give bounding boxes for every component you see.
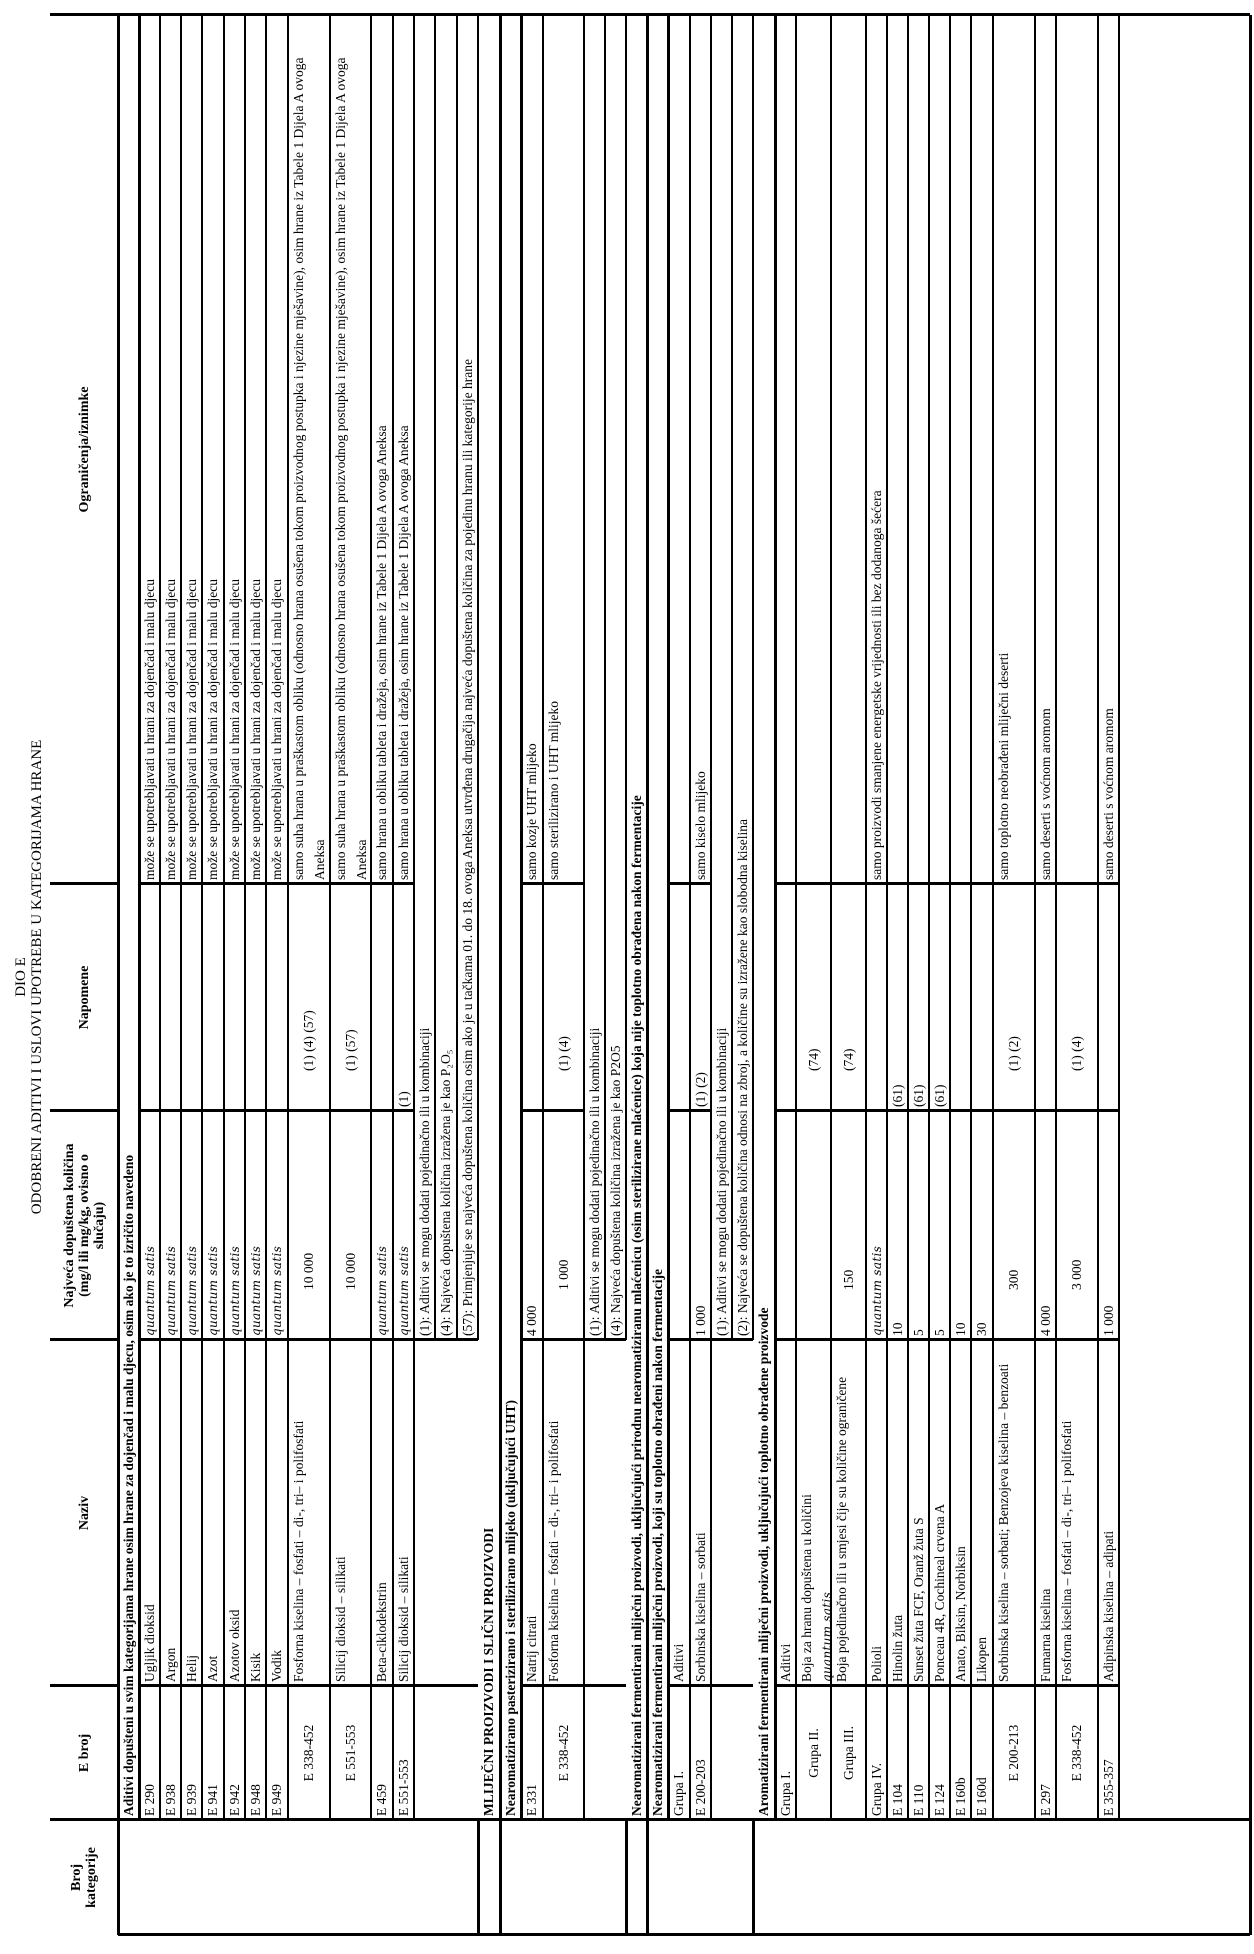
grid-line-vertical bbox=[50, 1109, 118, 1112]
additive-name: Fumarna kiselina bbox=[1037, 1588, 1053, 1682]
e-number: E 338-452 bbox=[301, 1724, 316, 1782]
notes-ref bbox=[866, 884, 887, 1111]
notes-ref bbox=[266, 884, 288, 1111]
max-quantity bbox=[668, 1111, 690, 1340]
restriction-text bbox=[908, 15, 929, 884]
restriction-text: može se upotrebljavati u hrani za dojenčad i malu djecu bbox=[226, 578, 242, 880]
footnote: (1): Aditivi se mogu dodati pojedinačno ili u kombinaciji bbox=[713, 1027, 729, 1336]
notes-ref bbox=[371, 884, 393, 1111]
e-number: Grupa III. bbox=[840, 1726, 856, 1780]
max-quantity: 4 000 bbox=[1037, 1305, 1053, 1336]
footnote: (57): Primjenjuje se najveća dopuštena količina osim ako je u tačkama 01. do 18. ovoga Aneksa utvrđena drugačija najveća dopuštena količina za pojedinu hranu ili kategorije hrane bbox=[459, 359, 475, 1336]
notes-ref: (74) bbox=[805, 1048, 821, 1071]
section-heading: Aditivi dopušteni u svim kategorijama hrane osim hrane za dojenčad i malu djecu, osim ako je to izričito navedeno bbox=[120, 1154, 136, 1816]
additive-name: Vodik bbox=[269, 1649, 284, 1682]
restriction-text bbox=[1056, 15, 1098, 884]
e-number: E 110 bbox=[910, 1784, 926, 1816]
additive-name: Sunset žuta FCF, Oranž žuta S bbox=[910, 1517, 926, 1682]
restriction-text: samo kiselo mlijeko bbox=[692, 771, 708, 880]
notes-ref: (1) (4) bbox=[1069, 1036, 1084, 1071]
additive-name: Beta-ciklodekstrin bbox=[374, 1582, 389, 1682]
restriction-text: samo hrana u obliku tableta i dražeja, osim hrane iz Tabele 1 Dijela A ovoga Aneksa bbox=[374, 425, 389, 880]
max-quantity: quantum satis bbox=[375, 1245, 389, 1336]
notes-ref bbox=[181, 884, 202, 1111]
max-quantity: quantum satis bbox=[206, 1245, 220, 1336]
grid-line-vertical bbox=[775, 1684, 1119, 1687]
category-number bbox=[500, 1822, 521, 1933]
e-number: Grupa I. bbox=[777, 1771, 793, 1816]
additive-name: Hinolin žuta bbox=[889, 1614, 905, 1682]
max-quantity: 300 bbox=[1006, 1269, 1021, 1290]
restriction-text: samo toplotno neobrađeni mliječni deserti bbox=[996, 652, 1011, 880]
max-quantity: 10 000 bbox=[342, 1252, 358, 1290]
grid-line-vertical bbox=[414, 1684, 478, 1687]
document-title: ODOBRENI ADITIVI I USLOVI UPOTREBE U KATEGORIJAMA HRANE bbox=[29, 739, 45, 1215]
category-number bbox=[478, 1822, 500, 1933]
max-quantity: 10 bbox=[952, 1322, 968, 1336]
additive-name: Aditivi bbox=[671, 1643, 686, 1682]
notes-ref bbox=[245, 884, 266, 1111]
additive-name: Azot bbox=[205, 1655, 220, 1682]
max-quantity: quantum satis bbox=[248, 1245, 263, 1336]
notes-ref bbox=[521, 884, 543, 1111]
additive-name: Sorbinska kiselina – sorbati; Benzojeva kiselina – benzoati bbox=[996, 1363, 1011, 1682]
max-quantity: 10 bbox=[889, 1322, 905, 1336]
e-number: E 551-553 bbox=[395, 1759, 411, 1816]
notes-ref: (1) bbox=[395, 1091, 411, 1107]
restriction-text: samo suha hrana u praškastom obliku (odnosno hrana osušena tokom proizvodnog postupka i njezine mješavine), osim hrane iz Tabele 1 Dijela A ovoga Aneksa bbox=[333, 57, 369, 880]
notes-ref: (61) bbox=[889, 1084, 905, 1107]
notes-ref bbox=[950, 884, 971, 1111]
grid-line-vertical bbox=[139, 1338, 414, 1341]
footnote: (1): Aditivi se mogu dodati pojedinačno ili u kombinaciji bbox=[416, 1027, 432, 1336]
additive-name: Fosforna kiselina – fosfati – di-, tri– i polifosfati bbox=[291, 1420, 306, 1682]
grid-line-vertical bbox=[775, 1338, 1119, 1341]
additive-name: Azotov oksid bbox=[226, 1609, 242, 1682]
section-heading: Aromatizirani fermentirani mliječni proizvodi, uključujući toplotno obrađene proizvode bbox=[756, 1307, 771, 1816]
notes-ref: (1) (2) bbox=[692, 1072, 708, 1107]
additive-name bbox=[796, 1340, 834, 1686]
restriction-text: može se upotrebljavati u hrani za dojenčad i malu djecu bbox=[269, 578, 284, 880]
category-number bbox=[753, 1822, 775, 1933]
e-number: E 297 bbox=[1037, 1784, 1053, 1816]
grid-line-vertical bbox=[584, 1338, 626, 1341]
max-quantity: 1 000 bbox=[692, 1305, 708, 1336]
restriction-text bbox=[950, 15, 971, 884]
additive-name: Fosforna kiselina – fosfati – di-, tri– i polifosfati bbox=[1059, 1420, 1074, 1682]
e-number: Grupa II. bbox=[805, 1728, 821, 1778]
e-number: E 551-553 bbox=[342, 1724, 358, 1782]
grid-line-vertical bbox=[521, 882, 584, 885]
max-quantity: 1 000 bbox=[1100, 1305, 1116, 1336]
notes-ref bbox=[1098, 884, 1119, 1111]
grid-line-vertical bbox=[521, 1109, 584, 1112]
restriction-text bbox=[796, 15, 831, 884]
grid-line-vertical bbox=[50, 1338, 118, 1341]
grid-line-horizontal bbox=[646, 1820, 649, 1935]
grid-line-vertical bbox=[50, 13, 1250, 16]
notes-ref bbox=[668, 884, 690, 1111]
max-quantity: 3 000 bbox=[1069, 1259, 1084, 1290]
notes-ref: (1) (4) (57) bbox=[301, 1010, 316, 1071]
additive-name: Adipinska kiselina – adipati bbox=[1100, 1530, 1116, 1682]
additive-name: Natrij citrati bbox=[524, 1615, 539, 1682]
restriction-text: samo kozje UHT mlijeko bbox=[524, 743, 539, 880]
grid-line-vertical bbox=[521, 1338, 584, 1341]
restriction-text: može se upotrebljavati u hrani za dojenčad i malu djecu bbox=[247, 578, 263, 880]
max-quantity: 4 000 bbox=[524, 1305, 539, 1336]
grid-line-vertical bbox=[139, 1109, 414, 1112]
restriction-text bbox=[831, 15, 866, 884]
notes-ref bbox=[139, 884, 160, 1111]
max-quantity: quantum satis bbox=[869, 1245, 884, 1336]
category-number bbox=[118, 1822, 139, 1933]
grid-line-horizontal bbox=[752, 1820, 755, 1935]
category-number bbox=[647, 1822, 668, 1933]
grid-line-vertical bbox=[118, 1818, 1250, 1821]
e-number: E 939 bbox=[183, 1784, 199, 1816]
e-number: E 331 bbox=[524, 1784, 539, 1816]
e-number: E 290 bbox=[141, 1784, 157, 1816]
additive-name: Ugljik dioksid bbox=[141, 1604, 157, 1682]
column-header-broj-kategorije: Broj kategorije bbox=[69, 1847, 99, 1908]
e-number: E 948 bbox=[247, 1784, 263, 1816]
grid-line-vertical bbox=[775, 882, 1119, 885]
column-header-naziv: Naziv bbox=[76, 1495, 92, 1531]
max-quantity: 1 000 bbox=[555, 1259, 571, 1290]
additive-name: Aditivi bbox=[777, 1643, 793, 1682]
e-number: E 942 bbox=[226, 1784, 242, 1816]
section-heading: Nearomatizirani fermentirani mliječni proizvodi, uključujući prirodnu nearomatiziranu mlaćenicu (osim sterilizirane mlaćenice) koja nije toplotno obrađena nakon fermentacije bbox=[628, 795, 644, 1816]
additive-name: Kisik bbox=[247, 1652, 263, 1682]
section-heading: Nearomatizirano pasterizirano i sterilizirano mlijeko (uključujući UHT) bbox=[502, 1400, 518, 1816]
footnote bbox=[435, 15, 457, 1340]
additive-name: Fosforna kiselina – fosfati – di-, tri– i polifosfati bbox=[546, 1420, 561, 1682]
e-number: E 200-203 bbox=[692, 1759, 708, 1816]
grid-line-horizontal bbox=[1118, 15, 1120, 1820]
additive-name: Silicij dioksid – silikati bbox=[395, 1556, 411, 1682]
max-quantity: quantum satis bbox=[142, 1245, 157, 1336]
restriction-text: može se upotrebljavati u hrani za dojenčad i malu djecu bbox=[162, 578, 178, 880]
notes-ref: (74) bbox=[840, 1048, 856, 1071]
section-heading: Nearomatizirani fermentirani mliječni proizvodi, koji su toplotno obrađeni nakon fermentacije bbox=[649, 1269, 665, 1816]
notes-ref bbox=[971, 884, 993, 1111]
restriction-text: samo hrana u obliku tableta i dražeja, osim hrane iz Tabele 1 Dijela A ovoga Aneksa bbox=[395, 425, 411, 880]
e-number: E 949 bbox=[269, 1784, 284, 1816]
grid-line-horizontal bbox=[1249, 15, 1252, 1935]
e-number: E 338-452 bbox=[1069, 1724, 1084, 1782]
grid-line-vertical bbox=[139, 882, 414, 885]
e-number: E 124 bbox=[931, 1784, 947, 1816]
restriction-text: samo proizvodi smanjene energetske vrijednosti ili bez dodanoga šećera bbox=[868, 490, 884, 880]
max-quantity: quantum satis bbox=[163, 1245, 178, 1336]
grid-line-vertical bbox=[50, 882, 118, 885]
max-quantity: quantum satis bbox=[227, 1245, 242, 1336]
additive-name-qualifier: quantum satis bbox=[820, 1591, 834, 1682]
max-quantity: 30 bbox=[974, 1322, 989, 1336]
grid-line-vertical bbox=[414, 1338, 478, 1341]
additive-name: Ponceau 4R, Cochineal crvena A bbox=[931, 1503, 947, 1682]
column-header-napomene: Napomene bbox=[76, 965, 92, 1030]
max-quantity bbox=[775, 1111, 796, 1340]
restriction-text: samo deserti s voćnom aromom bbox=[1037, 708, 1053, 880]
restriction-text bbox=[971, 15, 993, 884]
max-quantity: 5 bbox=[910, 1329, 926, 1336]
restriction-text: može se upotrebljavati u hrani za dojenčad i malu djecu bbox=[205, 578, 220, 880]
max-quantity bbox=[796, 1111, 831, 1340]
notes-ref: (1) (4) bbox=[555, 1036, 571, 1071]
grid-line-vertical bbox=[711, 1338, 753, 1341]
max-quantity: quantum satis bbox=[396, 1245, 411, 1336]
max-quantity: quantum satis bbox=[184, 1245, 199, 1336]
notes-ref bbox=[202, 884, 224, 1111]
max-quantity: 10 000 bbox=[301, 1252, 316, 1290]
additive-name: Sorbinska kiselina – sorbati bbox=[692, 1532, 708, 1682]
e-number: E 160d bbox=[974, 1777, 989, 1816]
e-number: E 355-357 bbox=[1100, 1759, 1116, 1816]
additive-name: Anato, Biksin, Norbiksin bbox=[952, 1546, 968, 1682]
restriction-text: može se upotrebljavati u hrani za dojenčad i malu djecu bbox=[141, 578, 157, 880]
additive-name: Boja pojedinačno ili u smjesi čije su količine ograničene bbox=[834, 1376, 849, 1682]
e-number: E 459 bbox=[374, 1784, 389, 1816]
e-number: E 200-213 bbox=[1006, 1724, 1021, 1782]
max-quantity: 5 bbox=[931, 1329, 947, 1336]
column-header-najveca-kolicina: Najveća dopuštena količina (mg/l ili mg/kg, ovisno o slučaju) bbox=[61, 1143, 107, 1308]
restriction-text: samo sterilizirano i UHT mlijeko bbox=[546, 701, 561, 880]
footnote-text: (4): Najveća dopuštena količina izražena je kao P₂O₅ bbox=[438, 1049, 453, 1336]
grid-line-vertical bbox=[668, 1684, 711, 1687]
additive-name: Likopen bbox=[974, 1637, 989, 1682]
notes-ref bbox=[1035, 884, 1056, 1111]
column-header-e-broj: E broj bbox=[76, 1733, 92, 1773]
grid-line-vertical bbox=[50, 1684, 118, 1687]
notes-ref: (1) (2) bbox=[1006, 1036, 1021, 1071]
notes-ref: (61) bbox=[910, 1084, 926, 1107]
restriction-text bbox=[668, 15, 690, 884]
column-header-ogranicenja: Ograničenja/iznimke bbox=[76, 386, 92, 513]
additive-name-text: Boja za hranu dopuštena u količini bbox=[799, 1494, 814, 1682]
grid-line-vertical bbox=[711, 1684, 753, 1687]
grid-line-vertical bbox=[668, 1109, 711, 1112]
restriction-text bbox=[775, 15, 796, 884]
grid-line-vertical bbox=[584, 1684, 626, 1687]
grid-line-vertical bbox=[139, 1684, 414, 1687]
grid-line-vertical bbox=[668, 1338, 711, 1341]
category-number bbox=[626, 1822, 647, 1933]
grid-line-vertical bbox=[521, 1684, 584, 1687]
grid-line-vertical bbox=[50, 1818, 118, 1821]
restriction-text: može se upotrebljavati u hrani za dojenčad i malu djecu bbox=[183, 578, 199, 880]
additive-name: Helij bbox=[183, 1655, 199, 1682]
restriction-text: samo deserti s voćnom aromom bbox=[1100, 708, 1116, 880]
grid-line-horizontal bbox=[499, 1820, 502, 1935]
grid-line-horizontal bbox=[625, 1820, 628, 1935]
e-number: E 160b bbox=[952, 1777, 968, 1816]
footnote: (4): Najveća dopuštena količina izražena je kao P2O5 bbox=[607, 1045, 623, 1336]
grid-line-vertical bbox=[775, 1109, 1119, 1112]
section-heading: MLIJEČNI PROIZVODI I SLIČNI PROIZVODI bbox=[481, 1527, 496, 1816]
restriction-text: samo suha hrana u praškastom obliku (odnosno hrana osušena tokom proizvodnog postupka i njezine mješavine), osim hrane iz Tabele 1 Dijela A ovoga Aneksa bbox=[291, 57, 327, 880]
grid-line-vertical bbox=[118, 1933, 1250, 1936]
additive-name: Polioli bbox=[868, 1645, 884, 1682]
footnote: (1): Aditivi se mogu dodati pojedinačno ili u kombinaciji bbox=[586, 1027, 602, 1336]
grid-line-vertical bbox=[668, 882, 711, 885]
notes-ref bbox=[160, 884, 181, 1111]
e-number: Grupa I. bbox=[671, 1771, 686, 1816]
e-number: E 941 bbox=[205, 1784, 220, 1816]
notes-ref: (1) (57) bbox=[342, 1029, 358, 1071]
notes-ref bbox=[775, 884, 796, 1111]
footnote: (2): Najveća se dopuštena količina odnosi na zbroj, a količine su izražene kao slobodna kiselina bbox=[734, 819, 750, 1336]
restriction-text bbox=[929, 15, 950, 884]
e-number: E 104 bbox=[889, 1784, 905, 1816]
additive-name: Silicij dioksid – silikati bbox=[333, 1556, 348, 1682]
max-quantity: quantum satis bbox=[270, 1245, 284, 1336]
e-number: E 938 bbox=[162, 1784, 178, 1816]
notes-ref bbox=[224, 884, 245, 1111]
e-number: E 338-452 bbox=[555, 1724, 571, 1782]
document-part: DIO E bbox=[13, 957, 29, 997]
additive-name: Argon bbox=[162, 1647, 178, 1682]
notes-ref: (61) bbox=[931, 1084, 947, 1107]
restriction-text bbox=[887, 15, 908, 884]
e-number: Grupa IV. bbox=[868, 1763, 884, 1816]
max-quantity: 150 bbox=[840, 1269, 856, 1290]
grid-line-horizontal bbox=[477, 1820, 480, 1935]
